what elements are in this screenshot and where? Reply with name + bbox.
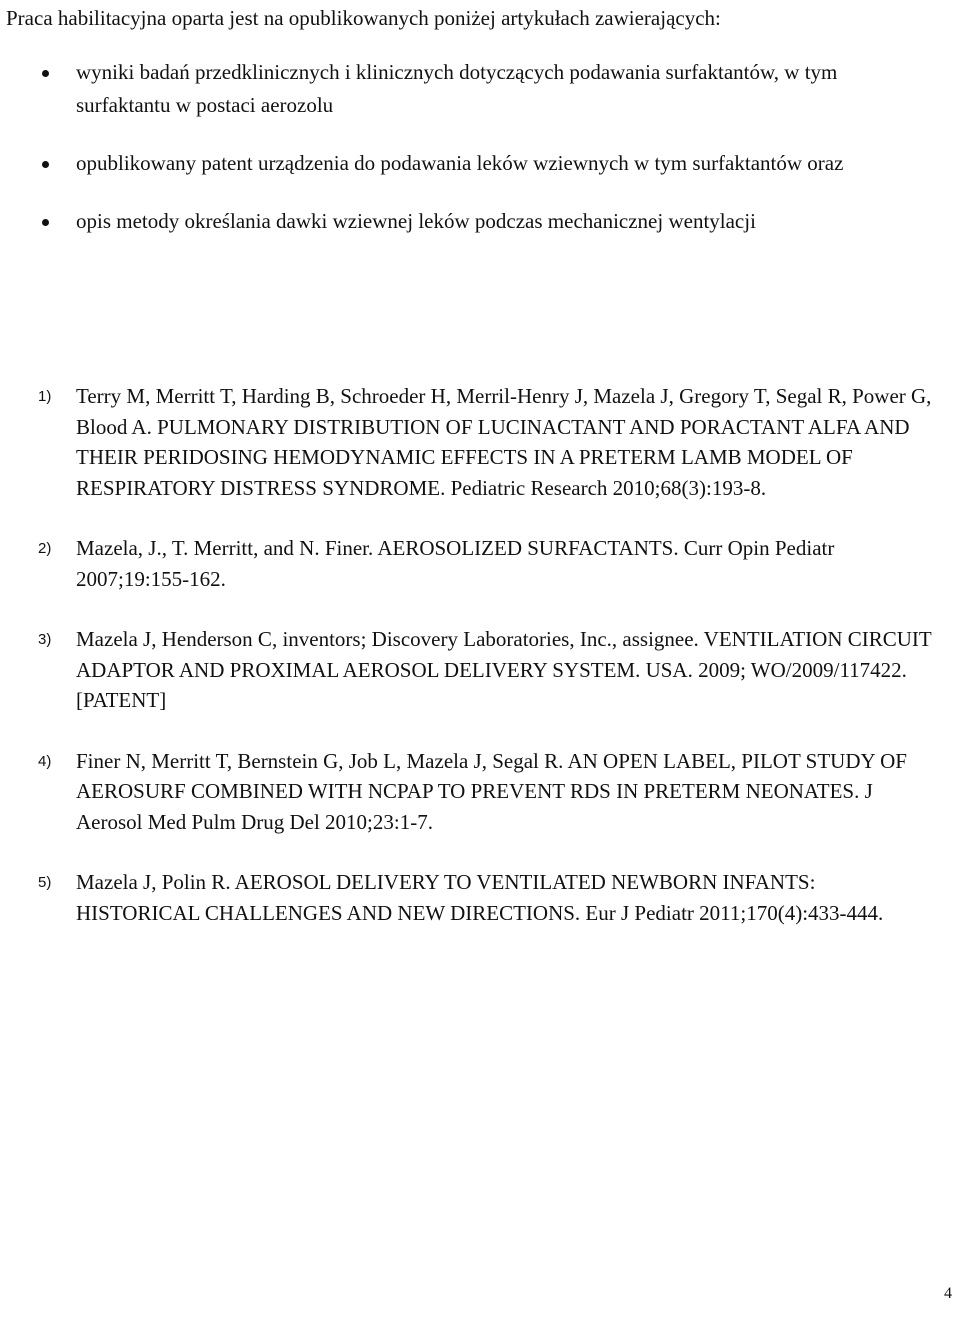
reference-list [0, 381, 960, 958]
bullet-item [0, 205, 896, 238]
page-number: 4 [944, 1285, 952, 1302]
bullet-dot-icon [42, 70, 49, 77]
reference-item-5 [0, 867, 936, 928]
reference-text: Mazela J, Henderson C, inventors; Discovery Laboratories, Inc., assignee. VENTILATION CIRCUIT ADAPTOR AND PROXIMAL AEROSOL DELIVERY SYSTEM. USA. 2009; WO/2009/117422. [PATENT] [76, 627, 932, 712]
reference-number: 2) [38, 540, 52, 557]
reference-text: Mazela J, Polin R. AEROSOL DELIVERY TO VENTILATED NEWBORN INFANTS: HISTORICAL CHALLENGES AND NEW DIRECTIONS. Eur J Pediatr 2011;170(4):433-444. [76, 870, 884, 925]
reference-number: 4) [38, 752, 52, 770]
bullet-text: opublikowany patent urządzenia do podawania leków wziewnych w tym surfaktantów oraz [76, 151, 844, 175]
reference-number: 1) [38, 388, 52, 405]
reference-item-3 [0, 624, 936, 716]
reference-number: 3) [38, 631, 52, 648]
reference-item-4 [0, 746, 936, 838]
bullet-item [0, 147, 896, 180]
bullet-list [0, 56, 960, 263]
reference-text: Finer N, Merritt T, Bernstein G, Job L, Mazela J, Segal R. AN OPEN LABEL, PILOT STUDY OF AEROSURF COMBINED WITH NCPAP TO PREVENT RDS IN PRETERM NEONATES. J Aerosol Med Pulm Drug Del 2010;23:1-7. [76, 748, 907, 834]
bullet-text: opis metody określania dawki wziewnej leków podczas mechanicznej wentylacji [76, 209, 756, 233]
reference-item-2 [0, 533, 936, 594]
intro-paragraph: Praca habilitacyjna oparta jest na opublikowanych poniżej artykułach zawierających: [6, 6, 721, 30]
bullet-text: wyniki badań przedklinicznych i klinicznych dotyczących podawania surfaktantów, w tym surfaktantu w postaci aerozolu [76, 60, 838, 117]
reference-item-1 [0, 381, 936, 503]
reference-text: Terry M, Merritt T, Harding B, Schroeder H, Merril-Henry J, Mazela J, Gregory T, Segal R, Power G, Blood A. PULMONARY DISTRIBUTION OF LUCINACTANT AND PORACTANT ALFA AND THEIR PERIDOSING HEMODYNAMIC EFFECTS IN A PRETERM LAMB MODEL OF RESPIRATORY DISTRESS SYNDROME. Pediatric Research 2010;68(3):193-8. [76, 384, 932, 500]
reference-number: 5) [38, 874, 52, 891]
bullet-dot-icon [42, 161, 49, 168]
bullet-item [0, 56, 896, 122]
reference-text: Mazela, J., T. Merritt, and N. Finer. AEROSOLIZED SURFACTANTS. Curr Opin Pediatr 2007;19:155-162. [76, 536, 835, 591]
bullet-dot-icon [42, 219, 49, 226]
